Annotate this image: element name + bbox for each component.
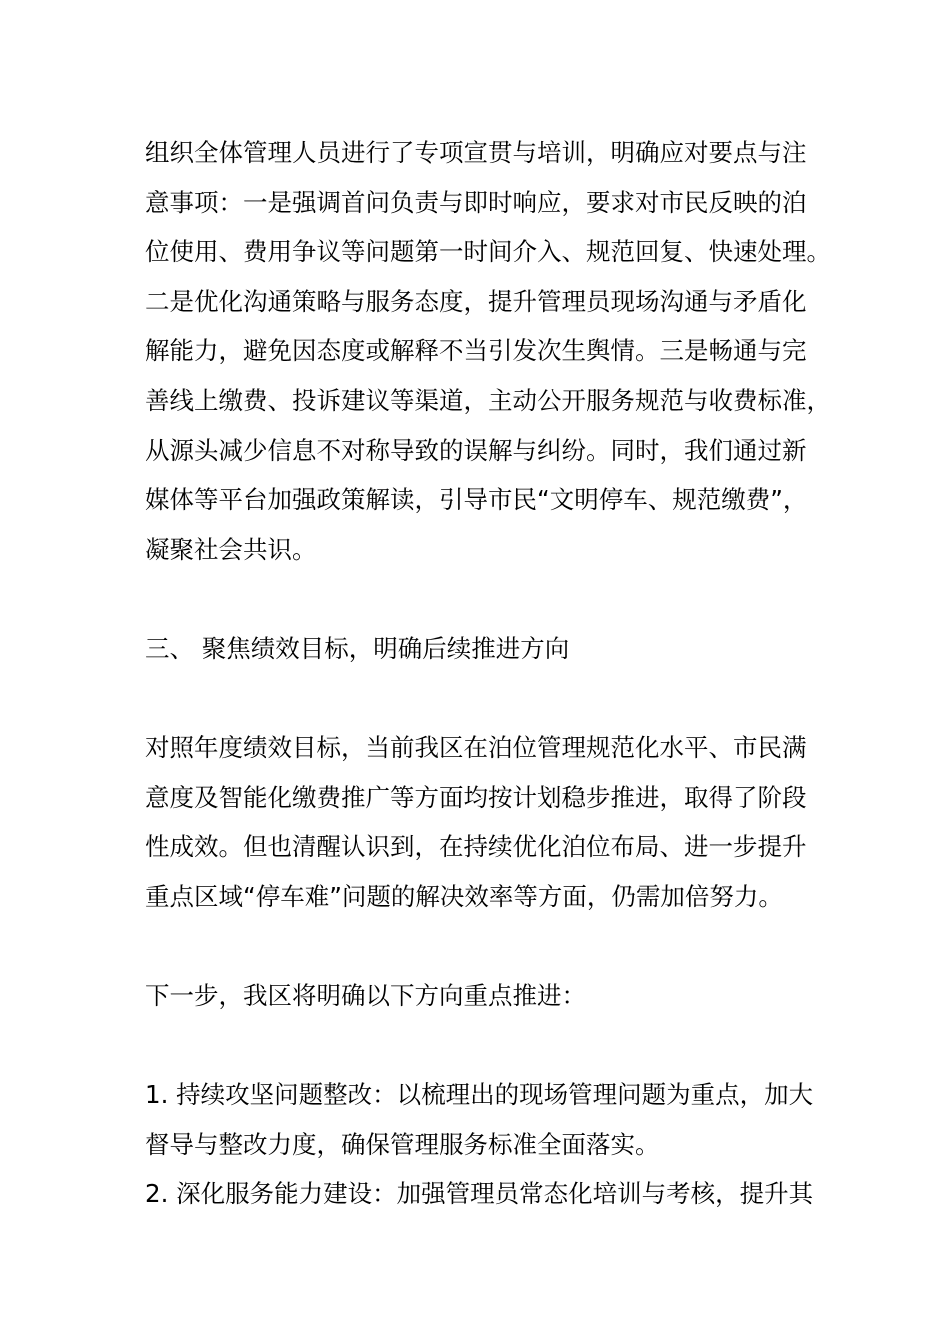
text-line: 2. 深化服务能力建设：加强管理员常态化培训与考核，提升其 [145, 1179, 814, 1209]
section-heading-3 [145, 624, 825, 674]
text-line: 对照年度绩效目标，当前我区在泊位管理规范化水平、市民满 [145, 733, 807, 763]
paragraph-spacer [145, 674, 825, 724]
text-line: 督导与整改力度，确保管理服务标准全面落实。 [145, 1129, 660, 1159]
text-line: 二是优化沟通策略与服务态度，提升管理员现场沟通与矛盾化 [145, 286, 807, 316]
text-line: 解能力，避免因态度或解释不当引发次生舆情。三是畅通与完 [145, 336, 807, 366]
text-line: 性成效。但也清醒认识到，在持续优化泊位布局、进一步提升 [145, 832, 807, 862]
paragraph-next-steps-intro [145, 971, 825, 1021]
list-item-rectification [145, 1070, 825, 1169]
paragraph-public-response-training [145, 128, 831, 574]
document-body [145, 128, 831, 1219]
text-line: 意事项：一是强调首问负责与即时响应，要求对市民反映的泊 [145, 187, 807, 217]
text-line: 位使用、费用争议等问题第一时间介入、规范回复、快速处理。 [145, 237, 831, 267]
list-item-service-capacity [145, 1169, 825, 1219]
text-line: 善线上缴费、投诉建议等渠道，主动公开服务规范与收费标准， [145, 385, 831, 415]
paragraph-spacer [145, 1021, 825, 1071]
text-line: 下一步，我区将明确以下方向重点推进： [145, 981, 586, 1011]
text-line: 从源头减少信息不对称导致的误解与纠纷。同时，我们通过新 [145, 435, 807, 465]
text-line: 1. 持续攻坚问题整改：以梳理出的现场管理问题为重点，加大 [145, 1080, 814, 1110]
text-line: 媒体等平台加强政策解读，引导市民“文明停车、规范缴费”， [145, 485, 808, 515]
text-line: 组织全体管理人员进行了专项宣贯与培训，明确应对要点与注 [145, 138, 807, 167]
text-line: 凝聚社会共识。 [145, 534, 317, 564]
paragraph-performance-goals [145, 723, 825, 921]
heading-text: 三、 聚焦绩效目标，明确后续推进方向 [145, 633, 570, 663]
paragraph-spacer [145, 574, 825, 624]
text-line: 意度及智能化缴费推广等方面均按计划稳步推进，取得了阶段 [145, 782, 807, 812]
text-line: 重点区域“停车难”问题的解决效率等方面，仍需加倍努力。 [145, 881, 783, 911]
paragraph-spacer [145, 922, 825, 972]
